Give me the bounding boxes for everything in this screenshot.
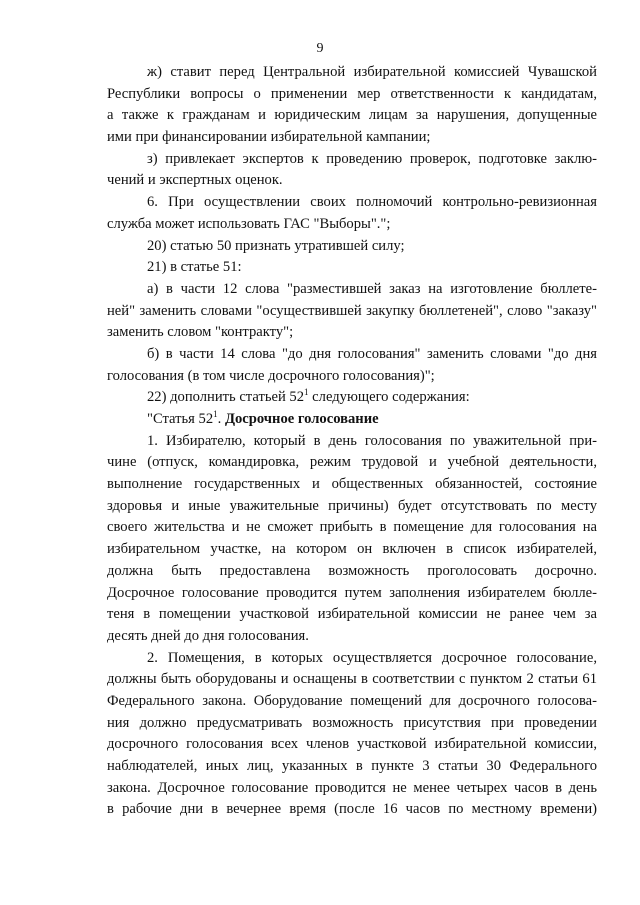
line-text: 21) в статье 51: bbox=[147, 259, 242, 276]
line-text: а) в части 12 слова "разместившей заказ на изготовление бюллете- bbox=[147, 280, 597, 297]
line-text: своего жительства и не сможет прибыть в помещение для голосования на bbox=[107, 519, 597, 536]
line-text: чине (отпуск, командировка, режим трудовой и учебной деятельности, bbox=[107, 454, 597, 471]
text-line bbox=[107, 604, 597, 626]
text-line bbox=[107, 192, 597, 214]
line-text: голосования (в том числе досрочного голосования)"; bbox=[107, 367, 435, 384]
line-text: десять дней до дня голосования. bbox=[107, 627, 309, 644]
line-text: ими при финансировании избирательной кампании; bbox=[107, 129, 431, 146]
text-line bbox=[107, 431, 597, 453]
text-line bbox=[107, 756, 597, 778]
text-line bbox=[107, 344, 597, 366]
line-text: здоровья и иные уважительные причины) будет отсутствовать по месту bbox=[107, 497, 597, 514]
line-text: 6. При осуществлении своих полномочий контрольно-ревизионная bbox=[147, 194, 597, 211]
line-text: а также к гражданам и юридическим лицам за нарушения, допущенные bbox=[107, 107, 597, 124]
text-line bbox=[107, 669, 597, 691]
text-line bbox=[107, 236, 597, 258]
article-heading: Досрочное голосование bbox=[224, 411, 379, 427]
text-line bbox=[107, 279, 597, 301]
line-text: должна быть предоставлена возможность проголосовать досрочно. bbox=[107, 562, 597, 579]
line-text: б) в части 14 слова "до дня голосования" заменить словами "до дня bbox=[147, 345, 597, 362]
text-line bbox=[107, 387, 597, 409]
text-line bbox=[107, 496, 597, 518]
line-text: досрочного голосования всех членов участковой избирательной комиссии, bbox=[107, 736, 597, 753]
text-line bbox=[107, 322, 597, 344]
text-line bbox=[107, 648, 597, 670]
text-line bbox=[107, 799, 597, 821]
text-line bbox=[107, 127, 597, 149]
line-text: выполнение государственных и общественных обязанностей, состояние bbox=[107, 476, 597, 493]
line-text-continued: следующего содержания: bbox=[308, 389, 470, 406]
text-line bbox=[107, 170, 597, 192]
line-text: ж) ставит перед Центральной избирательной комиссией Чувашской bbox=[147, 64, 597, 80]
text-line bbox=[107, 734, 597, 756]
line-text: ния должно предусматривать возможность присутствия при проведении bbox=[107, 714, 597, 731]
line-text: закона. Досрочное голосование проводится не менее четырех часов в день bbox=[107, 779, 597, 796]
text-line bbox=[107, 409, 597, 431]
line-text: Федерального закона. Оборудование помещений для досрочного голосова- bbox=[107, 692, 597, 709]
line-text: Досрочное голосование проводится путем заполнения избирателем бюлле- bbox=[107, 584, 597, 601]
line-text: чений и экспертных оценок. bbox=[107, 172, 283, 189]
text-line bbox=[107, 149, 597, 171]
text-line bbox=[107, 778, 597, 800]
text-line bbox=[107, 561, 597, 583]
text-line bbox=[107, 713, 597, 735]
text-line bbox=[107, 474, 597, 496]
line-text: 2. Помещения, в которых осуществляется досрочное голосование, bbox=[147, 649, 597, 666]
line-text-continued: . bbox=[217, 411, 225, 427]
line-text: должны быть оборудованы и оснащены в соответствии с пунктом 2 статьи 61 bbox=[107, 671, 597, 688]
text-line bbox=[107, 452, 597, 474]
line-text: 22) дополнить статьей 52 bbox=[147, 389, 305, 406]
line-text: з) привлекает экспертов к проведению проверок, подготовке заклю- bbox=[147, 150, 597, 167]
text-line bbox=[107, 84, 597, 106]
superscript: 1 bbox=[304, 387, 309, 398]
superscript: 1 bbox=[213, 409, 218, 419]
text-line bbox=[107, 517, 597, 539]
text-line bbox=[107, 626, 597, 648]
text-line bbox=[107, 214, 597, 236]
text-line bbox=[107, 583, 597, 605]
text-line bbox=[107, 366, 597, 388]
page-number: 9 bbox=[316, 41, 324, 56]
line-text: избирательном участке, на котором он включен в список избирателей, bbox=[107, 541, 597, 558]
line-text: 20) статью 50 признать утратившей силу; bbox=[147, 237, 405, 254]
line-text: служба может использовать ГАС "Выборы"."; bbox=[107, 215, 391, 232]
text-line bbox=[107, 691, 597, 713]
line-text: "Статья 52 bbox=[147, 411, 214, 427]
document-body bbox=[107, 62, 597, 821]
text-line bbox=[107, 257, 597, 279]
text-line bbox=[107, 105, 597, 127]
line-text: Республики вопросы о применении мер ответственности к кандидатам, bbox=[107, 85, 597, 102]
line-text: 1. Избирателю, который в день голосования по уважительной при- bbox=[147, 432, 597, 449]
line-text: заменить словом "контракту"; bbox=[107, 324, 294, 341]
text-line bbox=[107, 539, 597, 561]
line-text: в рабочие дни в вечернее время (после 16 часов по местному времени) bbox=[107, 801, 597, 818]
text-line bbox=[107, 301, 597, 323]
line-text: теня в помещении участковой избирательной комиссии не ранее чем за bbox=[107, 606, 597, 623]
text-line bbox=[107, 62, 597, 84]
line-text: ней" заменить словами "осуществившей закупку бюллетеней", слово "заказу" bbox=[107, 302, 597, 319]
line-text: наблюдателей, иных лиц, указанных в пункте 3 статьи 30 Федерального bbox=[107, 758, 597, 774]
